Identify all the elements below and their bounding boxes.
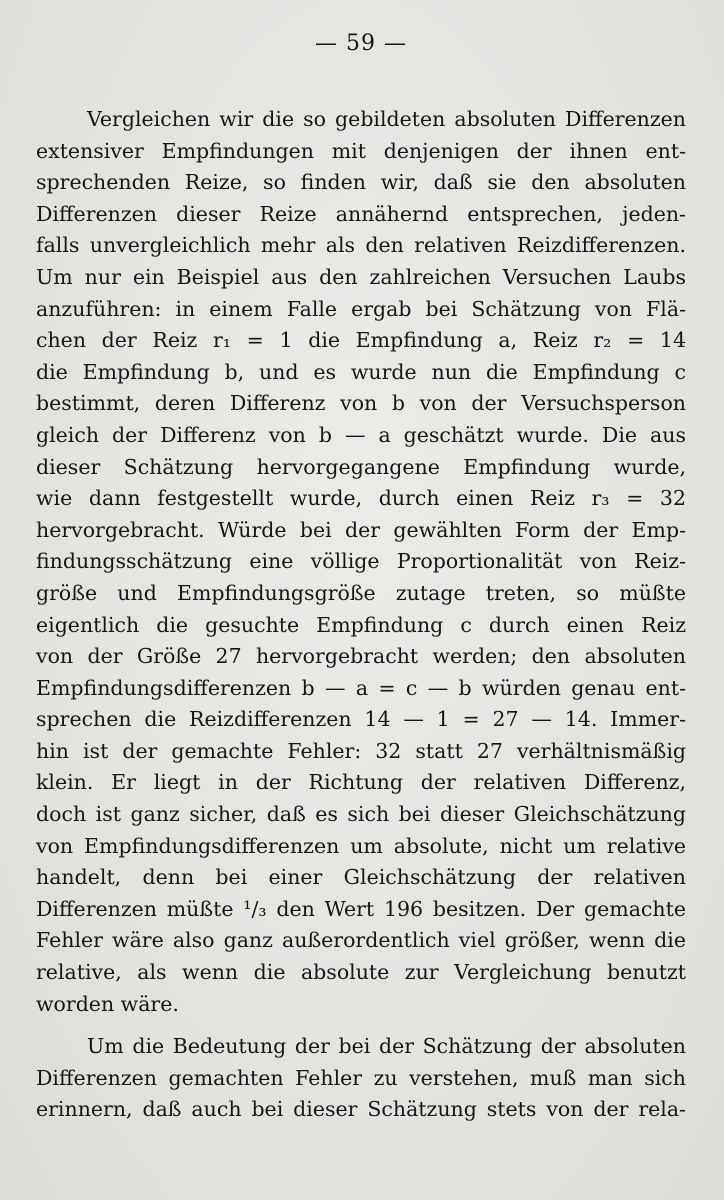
text-line: hervorgebracht. Würde bei der gewählten Form der Emp- (36, 517, 686, 542)
text-line: Differenzen dieser Reize annähernd entsprechen, jeden- (36, 201, 686, 226)
text-line: von Empfindungsdifferenzen um absolute, nicht um relative (36, 833, 686, 858)
text-line: von der Größe 27 hervorgebracht werden; den absoluten (36, 644, 686, 669)
text-line: sprechen die Reizdifferenzen 14 — 1 = 27 — 14. Immer- (36, 707, 686, 732)
page-number: — 59 — (315, 31, 407, 56)
text-line: falls unvergleichlich mehr als den relativen Reizdifferenzen. (36, 233, 686, 258)
text-line: extensiver Empfindungen mit denjenigen der ihnen ent- (36, 138, 686, 163)
text-line: hin ist der gemachte Fehler: 32 statt 27 verhältnismäßig (36, 738, 686, 763)
text-line: Differenzen gemachten Fehler zu verstehen, muß man sich (36, 1065, 686, 1090)
text-line: Differenzen müßte ¹/₃ den Wert 196 besitzen. Der gemachte (36, 896, 686, 921)
text-line: anzuführen: in einem Falle ergab bei Schätzung von Flä- (36, 296, 686, 321)
text-line: Fehler wäre also ganz außerordentlich viel größer, wenn die (36, 928, 686, 953)
text-line: die Empfindung b, und es wurde nun die Empfindung c (36, 359, 686, 384)
text-line: Vergleichen wir die so gebildeten absoluten Differenzen (87, 107, 686, 131)
text-line: wie dann festgestellt wurde, durch einen Reiz r₃ = 32 (36, 486, 686, 511)
paragraph-2 (36, 1031, 686, 1126)
text-line: worden wäre. (36, 991, 179, 1016)
text-line: gleich der Differenz von b — a geschätzt wurde. Die aus (36, 422, 686, 447)
text-line: klein. Er liegt in der Richtung der relativen Differenz, (36, 770, 686, 795)
text-line: handelt, denn bei einer Gleichschätzung der relativen (36, 865, 686, 890)
text-line: chen der Reiz r₁ = 1 die Empfindung a, Reiz r₂ = 14 (36, 328, 686, 353)
text-line: Empfindungsdifferenzen b — a = c — b würden genau ent- (36, 675, 686, 700)
text-line: doch ist ganz sicher, daß es sich bei dieser Gleichschätzung (36, 802, 686, 827)
text-line: sprechenden Reize, so finden wir, daß sie den absoluten (36, 170, 686, 195)
text-line: Um die Bedeutung der bei der Schätzung der absoluten (87, 1034, 686, 1059)
paragraph-1 (36, 104, 686, 1020)
text-line: erinnern, daß auch bei dieser Schätzung stets von der rela- (36, 1097, 686, 1122)
text-line: größe und Empfindungsgröße zutage treten, so müßte (36, 580, 686, 605)
text-line: findungsschätzung eine völlige Proportionalität von Reiz- (36, 549, 686, 574)
text-line: bestimmt, deren Differenz von b von der Versuchsperson (36, 391, 686, 416)
text-line: eigentlich die gesuchte Empfindung c durch einen Reiz (36, 612, 686, 637)
text-line: relative, als wenn die absolute zur Vergleichung benutzt (36, 960, 686, 985)
text-line: dieser Schätzung hervorgegangene Empfindung wurde, (36, 454, 686, 479)
text-line: Um nur ein Beispiel aus den zahlreichen Versuchen Laubs (36, 264, 686, 289)
